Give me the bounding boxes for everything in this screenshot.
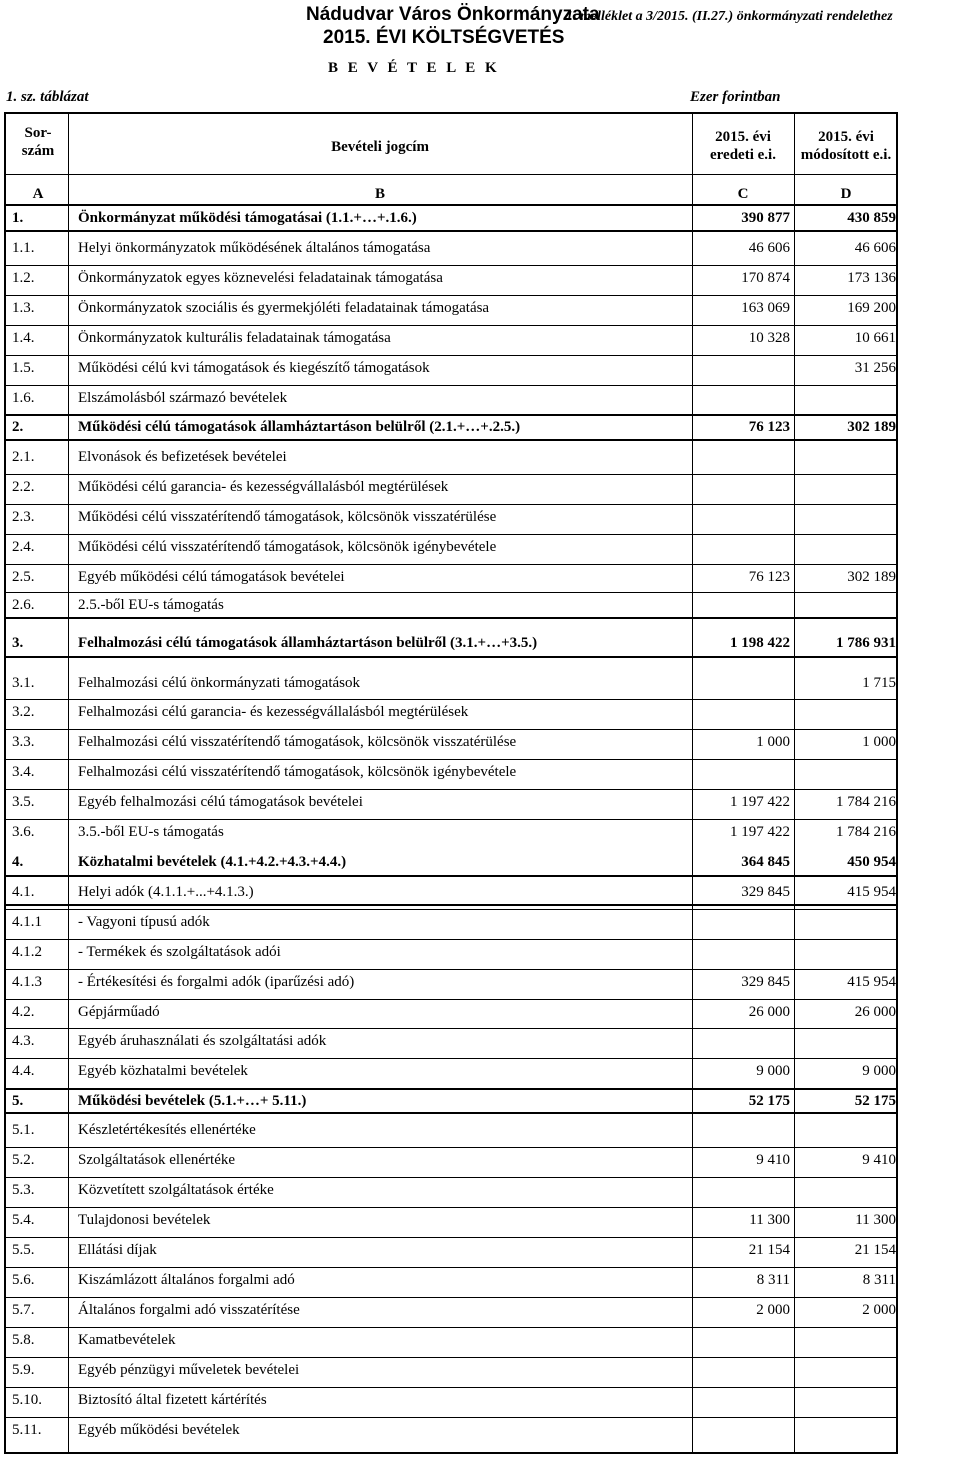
column-letter-d: D [840,186,852,202]
row-label: Kamatbevételek [78,1332,176,1348]
row-value-original: 170 874 [741,270,790,286]
row-value-modified: 26 000 [854,1004,896,1020]
column-letter-c: C [737,186,749,202]
row-number: 5.5. [12,1242,35,1258]
row-label: Önkormányzatok szociális és gyermekjóléti feladatainak támogatása [78,300,490,316]
row-value-modified: 1 715 [862,675,896,691]
row-number: 5.6. [12,1272,35,1288]
row-label: Felhalmozási célú támogatások államháztartáson belülről (3.1.+…+3.5.) [78,635,538,651]
row-divider [6,439,896,441]
row-number: 1.5. [12,360,35,376]
row-divider [6,592,896,593]
row-divider [6,355,896,356]
row-divider [6,1088,896,1090]
municipality-title: Nádudvar Város Önkormányzata [306,4,600,25]
row-value-original: 9 410 [756,1152,790,1168]
row-divider [6,699,896,700]
header-eredeti: 2015. évi eredeti e.i. [710,129,776,163]
row-label: Önkormányzatok kulturális feladatainak támogatása [78,330,391,346]
row-number: 5.10. [12,1392,42,1408]
header-jogcim: Bevételi jogcím [331,139,429,155]
row-label: Kiszámlázott általános forgalmi adó [78,1272,295,1288]
row-label: Működési célú visszatérítendő támogatások, kölcsönök igénybevétele [78,539,497,555]
row-value-original: 8 311 [756,1272,790,1288]
row-value-modified: 302 189 [847,419,896,435]
row-label: Működési célú garancia- és kezességvállalásból megtérülések [78,479,449,495]
row-label: Működési célú visszatérítendő támogatások, kölcsönök visszatérülése [78,509,497,525]
row-number: 4.2. [12,1004,35,1020]
row-number: 2.4. [12,539,35,555]
row-number: 1. [12,210,24,226]
row-value-modified: 1 786 931 [836,635,896,651]
row-value-original: 364 845 [741,854,790,870]
row-value-modified: 173 136 [847,270,896,286]
row-label: 3.5.-ből EU-s támogatás [78,824,224,840]
row-label: Készletértékesítés ellenértéke [78,1122,256,1138]
annex-reference: 1. melléklet a 3/2015. (II.27.) önkormányzati rendelethez [566,9,893,24]
row-divider [6,1058,896,1059]
row-value-modified: 1 784 216 [836,794,896,810]
row-number: 3.6. [12,824,35,840]
row-value-modified: 11 300 [855,1212,896,1228]
row-divider [6,789,896,790]
row-label: Egyéb működési célú támogatások bevételei [78,569,345,585]
row-value-original: 46 606 [748,240,790,256]
row-label: Működési bevételek (5.1.+…+ 5.11.) [78,1093,307,1109]
revenue-table [4,112,898,1454]
row-divider [6,1237,896,1238]
row-value-modified: 10 661 [854,330,896,346]
row-divider [6,534,896,535]
row-label: 2.5.-ből EU-s támogatás [78,597,224,613]
row-value-modified: 415 954 [847,884,896,900]
row-value-modified: 2 000 [862,1302,896,1318]
budget-title: 2015. ÉVI KÖLTSÉGVETÉS [323,27,565,48]
row-number: 1.6. [12,390,35,406]
row-divider [6,904,896,906]
row-divider [6,1267,896,1268]
row-label: Ellátási díjak [78,1242,157,1258]
row-divider [6,1177,896,1178]
row-number: 4.1.1 [12,914,42,930]
row-label: Egyéb pénzügyi műveletek bevételei [78,1362,300,1378]
table-number: 1. sz. táblázat [6,89,89,105]
row-value-modified: 9 000 [862,1063,896,1079]
row-number: 4.4. [12,1063,35,1079]
row-label: Önkormányzatok egyes köznevelési feladatainak támogatása [78,270,443,286]
row-label: Egyéb felhalmozási célú támogatások bevételei [78,794,363,810]
row-divider [6,1387,896,1388]
row-label: Általános forgalmi adó visszatérítése [78,1302,300,1318]
row-number: 3. [12,635,24,651]
row-number: 5.1. [12,1122,35,1138]
row-label: Egyéb áruhasználati és szolgáltatási adók [78,1033,327,1049]
row-divider [6,1028,896,1029]
row-label: Önkormányzat működési támogatásai (1.1.+…+.1.6.) [78,210,417,226]
row-value-original: 76 123 [748,419,790,435]
row-label: Működési célú támogatások államháztartáson belülről (2.1.+…+.2.5.) [78,419,521,435]
row-value-modified: 46 606 [854,240,896,256]
row-divider [6,617,896,619]
row-value-modified: 169 200 [847,300,896,316]
row-divider [6,230,896,232]
row-divider [6,759,896,760]
row-number: 2.3. [12,509,35,525]
column-divider [692,114,693,1452]
row-divider [6,909,896,910]
row-number: 4.1. [12,884,35,900]
row-number: 5.9. [12,1362,35,1378]
row-divider [6,474,896,475]
row-value-modified: 430 859 [847,210,896,226]
row-value-original: 21 154 [748,1242,790,1258]
row-number: 3.2. [12,704,35,720]
row-number: 1.1. [12,240,35,256]
row-value-original: 329 845 [741,884,790,900]
row-divider [6,1357,896,1358]
row-value-original: 163 069 [741,300,790,316]
row-value-modified: 8 311 [862,1272,896,1288]
row-number: 2. [12,419,24,435]
row-label: Közvetített szolgáltatások értéke [78,1182,274,1198]
row-value-original: 11 300 [749,1212,790,1228]
row-value-original: 390 877 [741,210,790,226]
row-divider [6,729,896,730]
row-divider [6,939,896,940]
row-number: 4. [12,854,24,870]
row-value-original: 1 198 422 [730,635,790,651]
row-label: Működési célú kvi támogatások és kiegészítő támogatások [78,360,430,376]
row-divider [6,414,896,416]
column-letter-a: A [32,186,44,202]
row-value-original: 26 000 [748,1004,790,1020]
row-label: Szolgáltatások ellenértéke [78,1152,236,1168]
row-divider [6,265,896,266]
row-number: 2.2. [12,479,35,495]
column-divider [794,114,795,1452]
row-divider [6,875,896,877]
row-value-modified: 415 954 [847,974,896,990]
row-label: Közhatalmi bevételek (4.1.+4.2.+4.3.+4.4.) [78,854,347,870]
row-value-modified: 52 175 [854,1093,896,1109]
row-number: 1.4. [12,330,35,346]
header-divider [6,204,896,206]
row-number: 5.2. [12,1152,35,1168]
row-value-modified: 1 784 216 [836,824,896,840]
header-modositott: 2015. évi módosított e.i. [800,129,892,163]
column-letter-b: B [374,186,385,202]
column-divider [68,114,69,1452]
row-value-original: 9 000 [756,1063,790,1079]
row-label: Elszámolásból származó bevételek [78,390,288,406]
row-label: Felhalmozási célú visszatérítendő támogatások, kölcsönök visszatérülése [78,734,517,750]
row-label: Felhalmozási célú önkormányzati támogatások [78,675,360,691]
row-value-original: 2 000 [756,1302,790,1318]
row-number: 1.3. [12,300,35,316]
row-divider [6,656,896,658]
row-value-modified: 31 256 [854,360,896,376]
row-divider [6,1207,896,1208]
row-value-modified: 21 154 [854,1242,896,1258]
row-value-original: 1 000 [756,734,790,750]
row-label: Helyi önkormányzatok működésének általános támogatása [78,240,431,256]
unit-label: Ezer forintban [690,89,781,105]
row-number: 5.3. [12,1182,35,1198]
header-sorszam: Sor- szám [21,125,55,159]
row-number: 2.5. [12,569,35,585]
row-number: 2.6. [12,597,35,613]
row-number: 5.4. [12,1212,35,1228]
row-divider [6,564,896,565]
row-number: 5. [12,1093,24,1109]
row-number: 5.7. [12,1302,35,1318]
row-number: 3.5. [12,794,35,810]
row-value-original: 329 845 [741,974,790,990]
row-value-original: 76 123 [748,569,790,585]
row-value-original: 52 175 [748,1093,790,1109]
row-label: - Értékesítési és forgalmi adók (iparűzési adó) [78,974,355,990]
row-divider [6,295,896,296]
row-divider [6,504,896,505]
row-label: Biztosító által fizetett kártérítés [78,1392,267,1408]
row-label: - Termékek és szolgáltatások adói [78,944,281,960]
row-divider [6,1327,896,1328]
row-value-modified: 302 189 [847,569,896,585]
row-divider [6,999,896,1000]
row-divider [6,1297,896,1298]
row-number: 3.4. [12,764,35,780]
row-number: 2.1. [12,449,35,465]
row-label: Egyéb közhatalmi bevételek [78,1063,248,1079]
row-label: Egyéb működési bevételek [78,1422,240,1438]
row-value-original: 10 328 [748,330,790,346]
row-label: - Vagyoni típusú adók [78,914,210,930]
row-label: Helyi adók (4.1.1.+...+4.1.3.) [78,884,254,900]
row-value-original: 1 197 422 [730,824,790,840]
row-divider [6,1112,896,1114]
row-number: 3.3. [12,734,35,750]
section-title: B E V É T E L E K [328,60,500,76]
row-label: Felhalmozási célú garancia- és kezességvállalásból megtérülések [78,704,469,720]
row-number: 4.1.2 [12,944,42,960]
row-number: 5.11. [12,1422,42,1438]
row-label: Elvonások és befizetések bevételei [78,449,287,465]
row-divider [6,385,896,386]
row-value-modified: 9 410 [862,1152,896,1168]
row-value-modified: 1 000 [862,734,896,750]
row-number: 4.1.3 [12,974,42,990]
row-label: Gépjárműadó [78,1004,160,1020]
row-number: 5.8. [12,1332,35,1348]
row-divider [6,819,896,820]
row-divider [6,325,896,326]
row-divider [6,1147,896,1148]
row-value-original: 1 197 422 [730,794,790,810]
row-label: Tulajdonosi bevételek [78,1212,211,1228]
row-number: 1.2. [12,270,35,286]
row-number: 4.3. [12,1033,35,1049]
row-number: 3.1. [12,675,35,691]
row-divider [6,1417,896,1418]
row-divider [6,969,896,970]
header-divider [6,174,896,175]
row-label: Felhalmozási célú visszatérítendő támogatások, kölcsönök igénybevétele [78,764,517,780]
row-value-modified: 450 954 [847,854,896,870]
